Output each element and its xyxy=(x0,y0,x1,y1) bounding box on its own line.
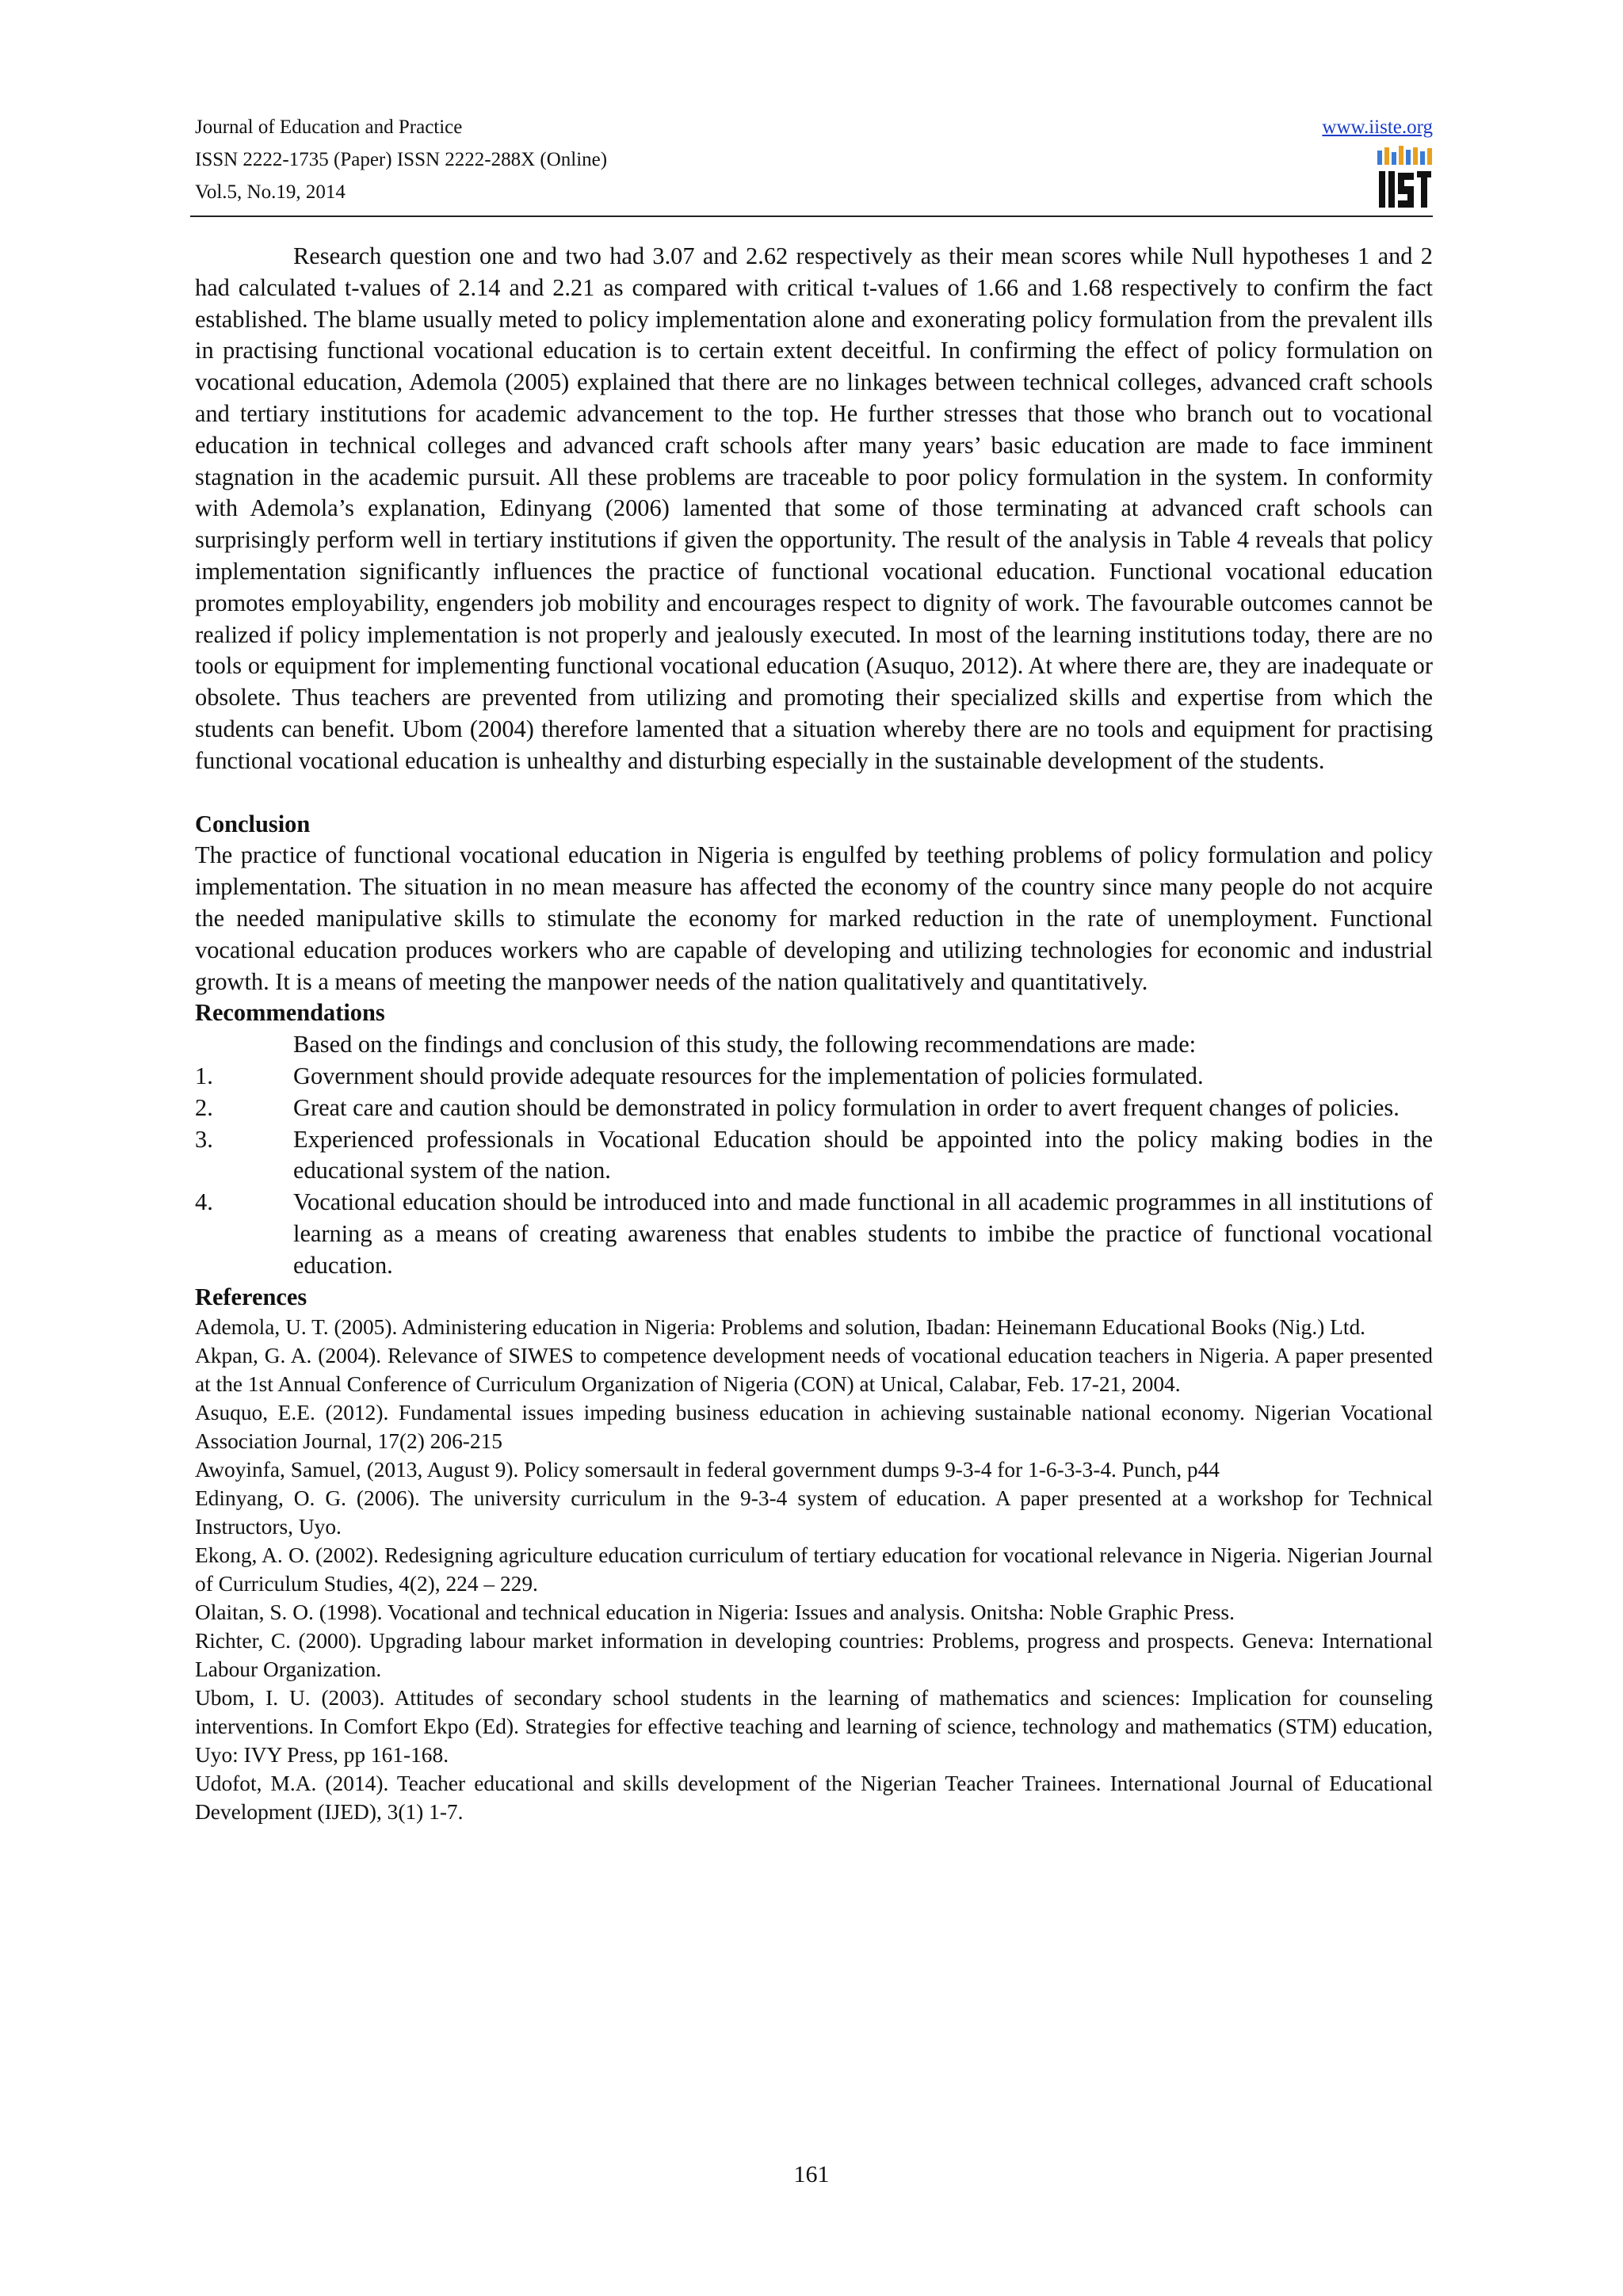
recommendation-text: Government should provide adequate resources for the implementation of policies formulated. xyxy=(293,1062,1204,1089)
reference-entry: Udofot, M.A. (2014). Teacher educational and skills development of the Nigerian Teacher Trainees. International Journal of Educational Development (IJED), 3(1) 1-7. xyxy=(195,1772,1433,1825)
reference-entry: Akpan, G. A. (2004). Relevance of SIWES to competence development needs of vocational education teachers in Nigeria. A paper presented at the 1st Annual Conference of Curriculum Organization of Nigeria (CON) at Unical, Calabar, Feb. 17-21, 2004. xyxy=(195,1344,1433,1397)
reference-entry: Richter, C. (2000). Upgrading labour market information in developing countries: Problems, progress and prospects. Geneva: International Labour Organization. xyxy=(195,1629,1433,1682)
page-number: 161 xyxy=(793,2161,830,2187)
conclusion-heading: Conclusion xyxy=(195,810,311,837)
header-divider xyxy=(190,215,1433,217)
reference-entry: Ademola, U. T. (2005). Administering education in Nigeria: Problems and solution, Ibadan: Heinemann Educational Books (Nig.) Ltd. xyxy=(195,1315,1366,1340)
reference-entry: Awoyinfa, Samuel, (2013, August 9). Policy somersault in federal government dumps 9-3-4 for 1-6-3-3-4. Punch, p44 xyxy=(195,1458,1220,1482)
reference-entry: Ubom, I. U. (2003). Attitudes of secondary school students in the learning of mathematics and sciences: Implication for counseling interventions. In Comfort Ekpo (Ed). Strategies for effective teaching and learning of science, technology and mathematics (STM) education, Uyo: IVY Press, pp 161-168. xyxy=(195,1686,1433,1768)
references-heading: References xyxy=(195,1283,307,1310)
journal-header xyxy=(195,111,1433,208)
recommendation-text: Great care and caution should be demonstrated in policy formulation in order to avert frequent changes of policies. xyxy=(293,1093,1400,1121)
recommendation-item xyxy=(195,1061,1433,1093)
recommendation-item xyxy=(195,1124,1433,1188)
journal-volume: Vol.5, No.19, 2014 xyxy=(195,181,346,203)
recommendation-number: 2. xyxy=(195,1093,213,1121)
recommendation-text: Experienced professionals in Vocational Education should be appointed into the policy making bodies in the educational system of the nation. xyxy=(293,1125,1433,1184)
reference-entry: Olaitan, S. O. (1998). Vocational and technical education in Nigeria: Issues and analysis. Onitsha: Noble Graphic Press. xyxy=(195,1600,1235,1625)
reference-entry: Ekong, A. O. (2002). Redesigning agriculture education curriculum of tertiary education for vocational relevance in Nigeria. Nigerian Journal of Curriculum Studies, 4(2), 224 – 229. xyxy=(195,1543,1433,1596)
conclusion-paragraph: The practice of functional vocational education in Nigeria is engulfed by teething problems of policy formulation and policy implementation. The situation in no mean measure has affected the economy of the country since many people do not acquire the needed manipulative skills to stimulate the economy for marked reduction in the rate of unemployment. Functional vocational education produces workers who are capable of developing and utilizing technologies for economic and industrial growth. It is a means of meeting the manpower needs of the nation qualitatively and quantitatively. xyxy=(195,841,1433,995)
recommendation-number: 4. xyxy=(195,1188,213,1216)
journal-url-link[interactable]: www.iiste.org xyxy=(1322,116,1433,138)
reference-entry: Edinyang, O. G. (2006). The university curriculum in the 9-3-4 system of education. A paper presented at a workshop for Technical Instructors, Uyo. xyxy=(195,1486,1433,1539)
reference-entry: Asuquo, E.E. (2012). Fundamental issues impeding business education in achieving sustainable national economy. Nigerian Vocational Association Journal, 17(2) 206-215 xyxy=(195,1401,1433,1454)
recommendation-text: Vocational education should be introduced into and made functional in all academic programmes in all institutions of learning as a means of creating awareness that enables students to imbibe the practice of functional vocational education. xyxy=(293,1188,1433,1279)
recommendations-intro: Based on the findings and conclusion of this study, the following recommendations are made: xyxy=(293,1031,1197,1058)
journal-title: Journal of Education and Practice xyxy=(195,116,463,138)
references-list xyxy=(195,1313,1433,1826)
recommendation-item xyxy=(195,1093,1433,1124)
recommendations-heading: Recommendations xyxy=(195,999,385,1027)
recommendations-list xyxy=(195,1061,1433,1282)
recommendation-item xyxy=(195,1187,1433,1281)
article-body xyxy=(195,241,1433,1826)
journal-issn: ISSN 2222-1735 (Paper) ISSN 2222-288X (Online) xyxy=(195,149,608,170)
recommendation-number: 1. xyxy=(195,1062,213,1089)
iiste-logo xyxy=(1377,146,1433,211)
recommendation-number: 3. xyxy=(195,1125,213,1153)
discussion-paragraph: Research question one and two had 3.07 and 2.62 respectively as their mean scores while Null hypotheses 1 and 2 had calculated t-values of 2.14 and 2.21 as compared with critical t-values of 1.66 and 1.68 respectively to confirm the fact established. The blame usually meted to policy implementation alone and exonerating policy formulation from the prevalent ills in practising functional vocational education is to certain extent deceitful. In confirming the effect of policy formulation on vocational education, Ademola (2005) explained that there are no linkages between technical colleges, advanced craft schools and tertiary institutions for academic advancement to the top. He further stresses that those who branch out to vocational education in technical colleges and advanced craft schools after many years’ basic education are made to face imminent stagnation in the academic pursuit. All these problems are traceable to poor policy formulation in the system. In conformity with Ademola’s explanation, Edinyang (2006) lamented that some of those terminating at advanced craft schools can surprisingly perform well in tertiary institutions if given the opportunity. The result of the analysis in Table 4 reveals that policy implementation significantly influences the practice of functional vocational education. Functional vocational education promotes employability, engenders job mobility and encourages respect to dignity of work. The favourable outcomes cannot be realized if policy implementation is not properly and jealously executed. In most of the learning institutions today, there are no tools or equipment for implementing functional vocational education (Asuquo, 2012). At where there are, they are inadequate or obsolete. Thus teachers are prevented from utilizing and promoting their specialized skills and expertise from which the students can benefit. Ubom (2004) therefore lamented that a situation whereby there are no tools and equipment for practising functional vocational education is unhealthy and disturbing especially in the sustainable development of the students. xyxy=(195,242,1433,774)
